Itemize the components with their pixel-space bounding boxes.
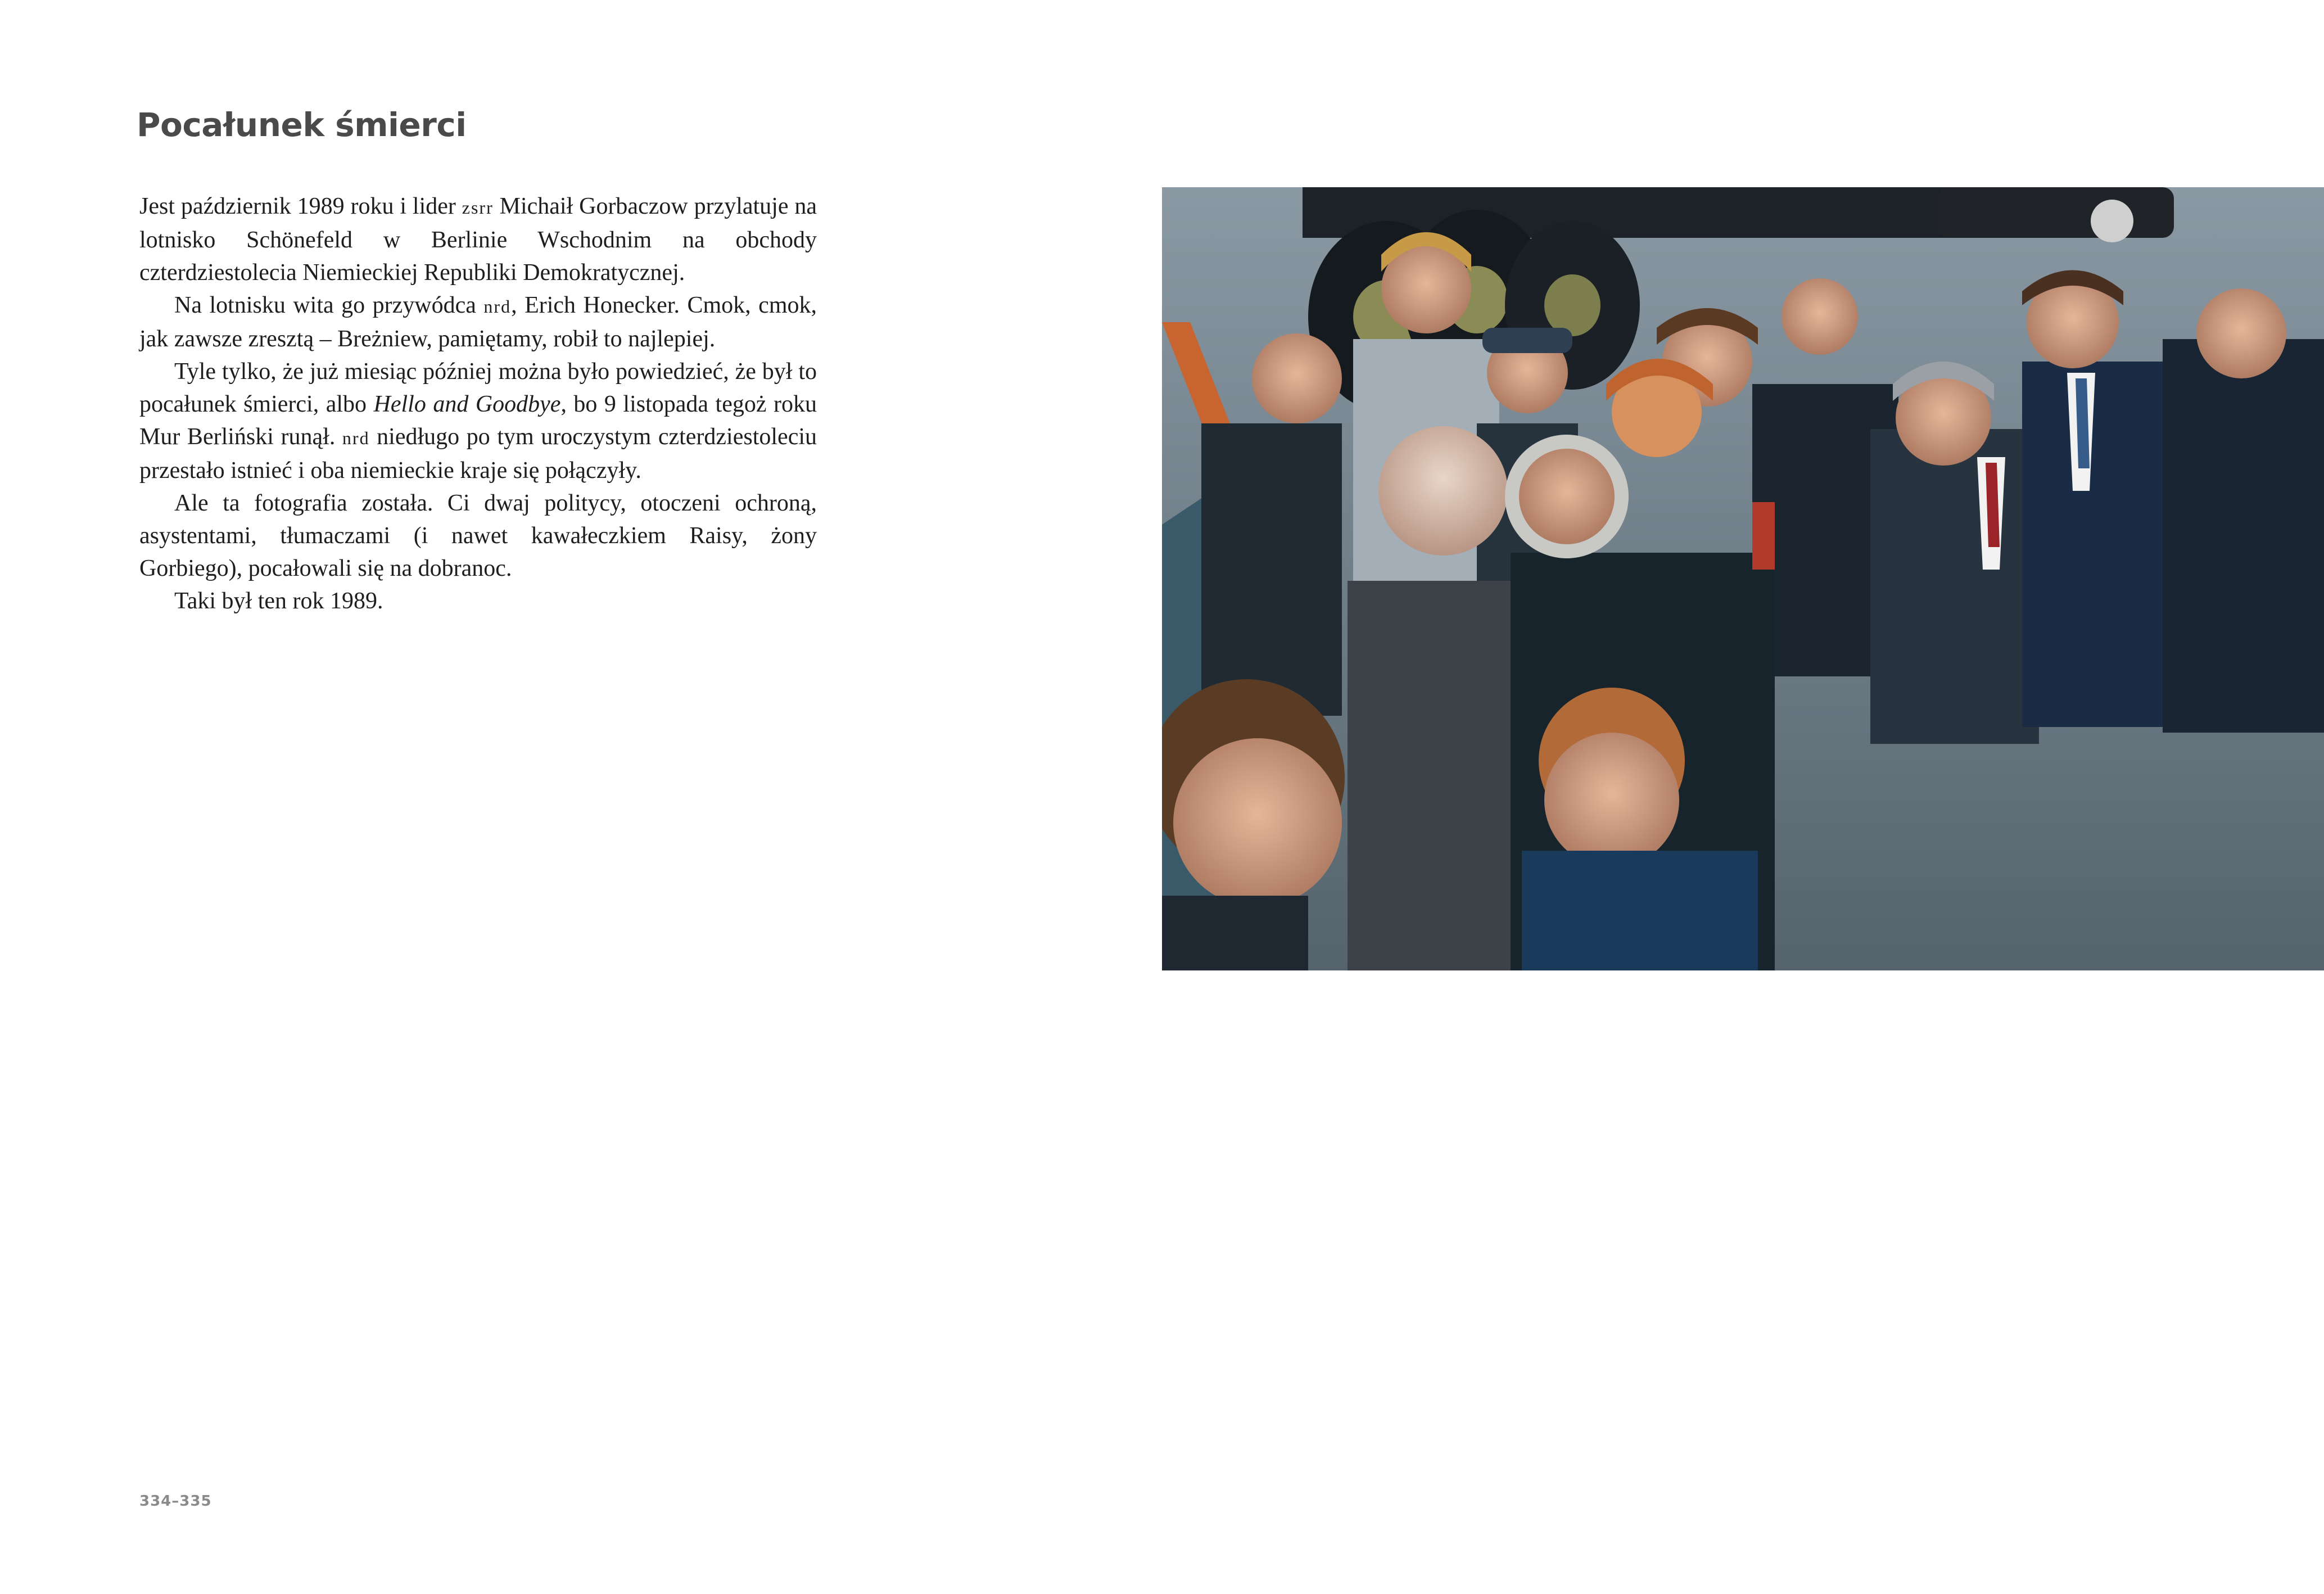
text-run: , Erich Honecker. Cmok, cmok, jak zawsze zresztą – Breżniew, pamiętamy, robił to najlepiej.	[139, 292, 817, 352]
paragraph	[139, 355, 817, 487]
acronym: nrd	[483, 296, 512, 317]
paragraph	[139, 585, 817, 617]
text-run: , bo 9 listopada tegoż roku Mur Berliński runął.	[139, 391, 817, 450]
paragraph	[139, 289, 817, 355]
italic-phrase: Hello and Goodbye	[373, 391, 561, 417]
photograph-illustration	[1162, 187, 2324, 970]
chapter-title: Pocałunek śmierci	[137, 106, 467, 144]
text-run: Na lotnisku wita go przywódca	[174, 292, 484, 318]
body-text	[139, 190, 817, 617]
acronym: zsrr	[462, 197, 494, 218]
text-run: Jest październik 1989 roku i lider	[139, 193, 462, 219]
text-run: Taki był ten rok 1989.	[174, 588, 383, 614]
acronym: nrd	[342, 428, 370, 448]
paragraph	[139, 487, 817, 585]
photograph	[1162, 187, 2324, 970]
paragraph	[139, 190, 817, 289]
text-run: Tyle tylko, że już miesiąc później można było powiedzieć, że był to pocałunek śmierci, albo	[139, 359, 817, 417]
page-numbers: 334–335	[139, 1493, 212, 1510]
text-run: Ale ta fotografia została. Ci dwaj politycy, otoczeni ochroną, asystentami, tłumaczami (i nawet kawałeczkiem Raisy, żony Gorbiego), pocałowali się na dobranoc.	[139, 490, 817, 581]
text-run: Michaił Gorbaczow przylatuje na lotnisko Schönefeld w Berlinie Wschodnim na obchody czterdziestolecia Niemieckiej Republiki Demokratycznej.	[139, 193, 817, 286]
text-run: niedługo po tym uroczystym czterdziestoleciu przestało istnieć i oba niemieckie kraje się połączyły.	[139, 424, 817, 484]
